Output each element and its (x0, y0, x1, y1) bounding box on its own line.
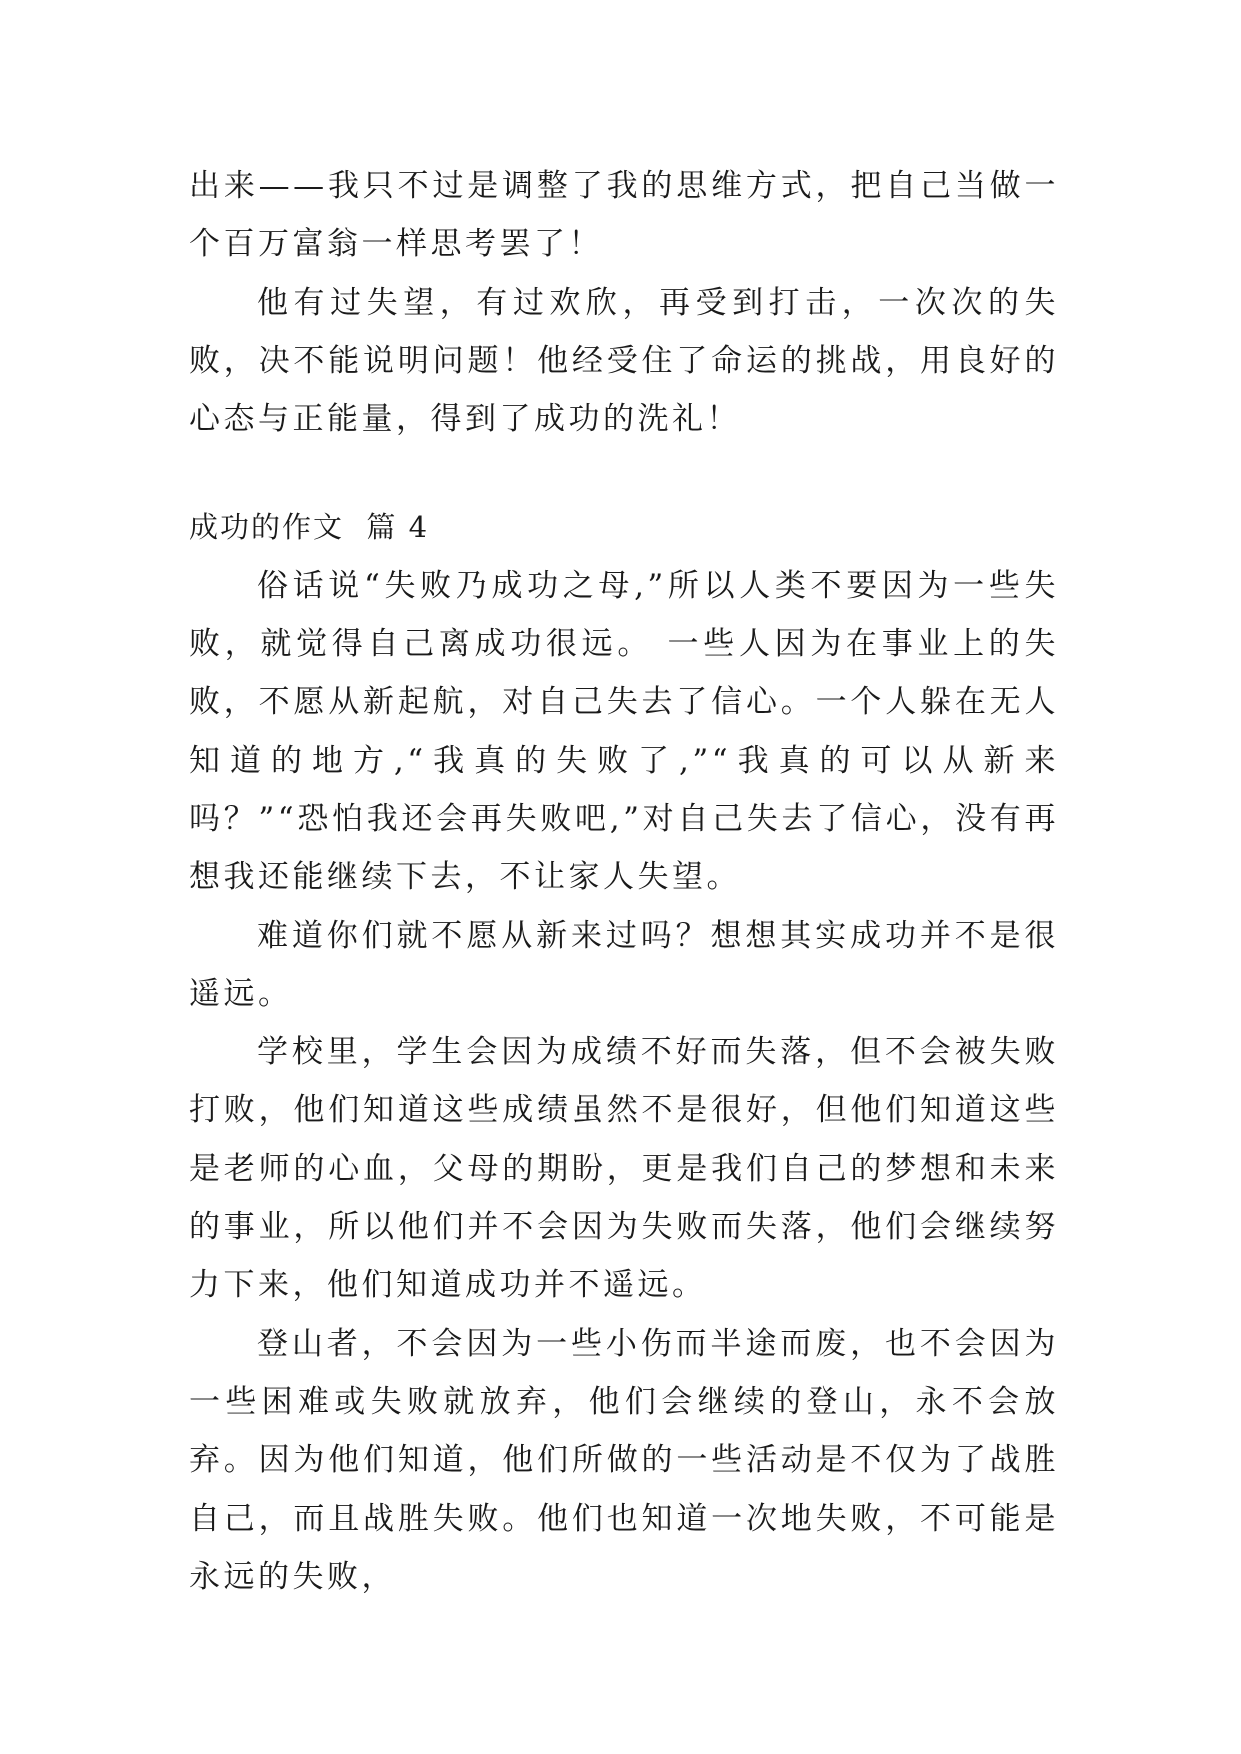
paragraph: 他有过失望，有过欢欣，再受到打击，一次次的失败，决不能说明问题！他经受住了命运的挑战，用良好的心态与正能量，得到了成功的洗礼！ (189, 284, 1059, 438)
paragraph: 登山者，不会因为一些小伤而半途而废，也不会因为一些困难或失败就放弃，他们会继续的登山，永不会放弃。因为他们知道，他们所做的一些活动是不仅为了战胜自己，而且战胜失败。他们也知道一次地失败，不可能是永远的失败， (189, 1325, 1059, 1595)
paragraph: 难道你们就不愿从新来过吗？想想其实成功并不是很遥远。 (189, 917, 1059, 1012)
section-heading: 成功的作文 篇 4 (189, 510, 430, 545)
paragraph: 学校里，学生会因为成绩不好而失落，但不会被失败打败，他们知道这些成绩虽然不是很好，但他们知道这些是老师的心血，父母的期盼，更是我们自己的梦想和未来的事业，所以他们并不会因为失败而失落，他们会继续努力下来，他们知道成功并不遥远。 (189, 1034, 1059, 1304)
document-body (189, 157, 1059, 1606)
paragraph: 俗话说“失败乃成功之母,”所以人类不要因为一些失败，就觉得自己离成功很远。 一些人因为在事业上的失败，不愿从新起航，对自己失去了信心。一个人躲在无人知道的地方,“我真的失败了,”“我真的可以从新来吗？”“恐怕我还会再失败吧,”对自己失去了信心，没有再想我还能继续下去，不让家人失望。 (189, 567, 1059, 896)
continuation-paragraph: 出来——我只不过是调整了我的思维方式，把自己当做一个百万富翁一样思考罢了！ (189, 168, 1059, 263)
